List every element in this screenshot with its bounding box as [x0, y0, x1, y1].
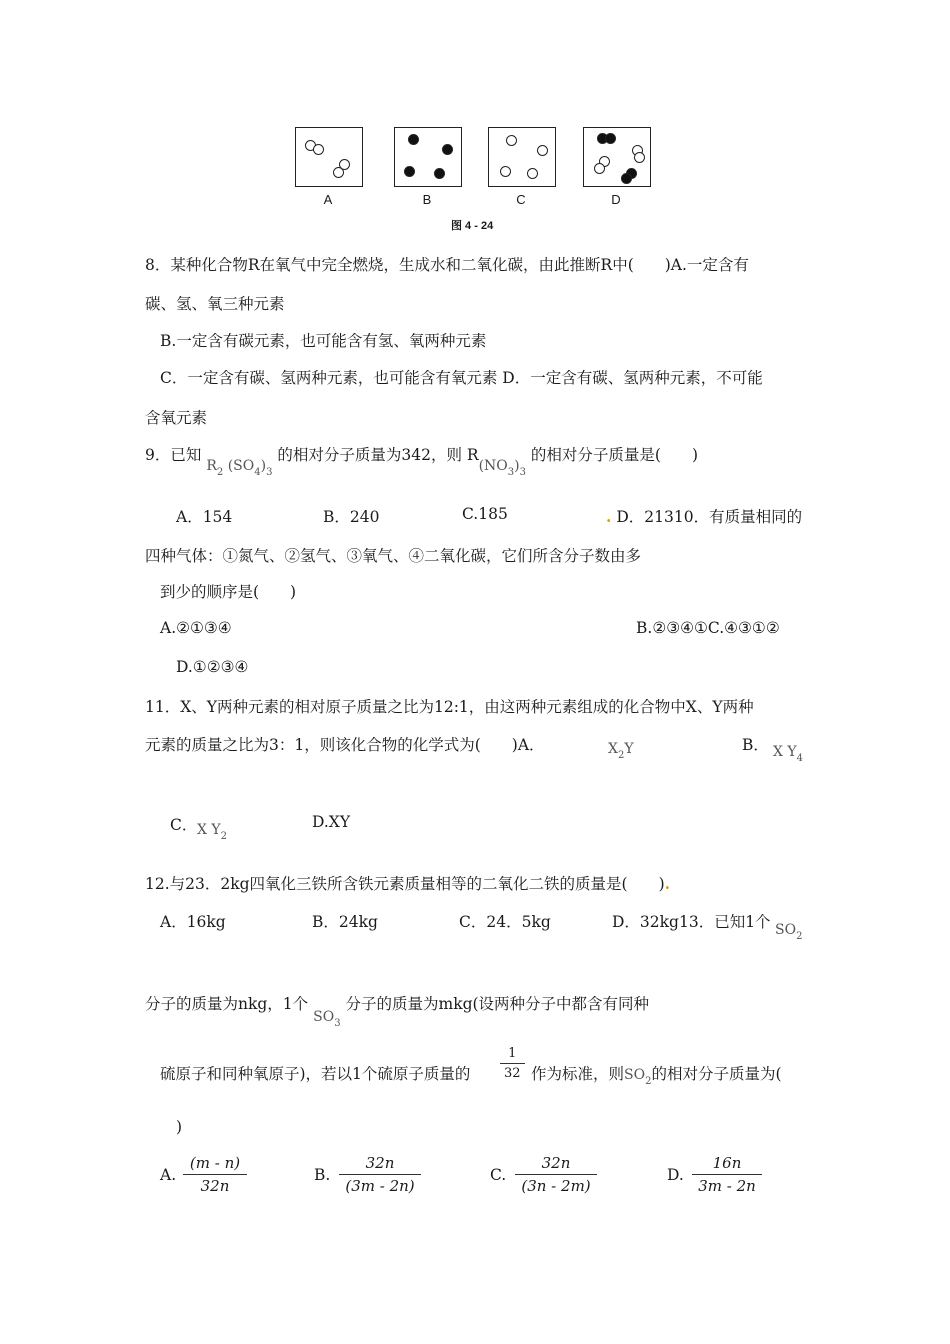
q13-option-a-fraction [183, 1154, 247, 1195]
q9-formula2-no: (NO [478, 458, 508, 474]
q9-suffix: 的相对分子质量是( ) [530, 446, 699, 464]
open-circle-icon [313, 144, 324, 155]
q11-option-d: D.XY [312, 813, 351, 831]
q13-option-d-fraction [692, 1154, 762, 1195]
q13-so2-inline-sub: 2 [645, 1076, 652, 1087]
q11-option-c-label: C． [170, 816, 198, 834]
open-circle-icon [506, 135, 517, 146]
q13-option-c-label: C. [490, 1166, 507, 1184]
marker-dot-icon: . [606, 507, 612, 526]
open-circle-icon [537, 145, 548, 156]
q9-mid: 的相对分子质量为342，则 R [277, 446, 479, 464]
q13-optC-num: 32n [541, 1154, 571, 1172]
q13-so3-sub: 3 [334, 1018, 341, 1029]
q9-option-d-and-q10 [606, 505, 802, 527]
q9-stem [145, 443, 699, 478]
q9-formula1-sub4: 4 [254, 467, 261, 478]
q9-formula2-sub: 3 [507, 467, 515, 478]
q13-optD-num: 16n [712, 1154, 742, 1172]
filled-circle-icon [605, 133, 616, 144]
q13-optB-num: 32n [365, 1154, 395, 1172]
q13-so3-formula [313, 1009, 341, 1029]
q11-optC-xy: X Y [197, 822, 221, 838]
open-circle-icon [634, 152, 645, 163]
q8-option-b: B.一定含有碳元素，也可能含有氢、氧两种元素 [160, 332, 487, 350]
q9-formula2-paren: ) [514, 458, 520, 474]
q9-option-c: C.185 [462, 505, 508, 523]
q9-formula2-sub3: 3 [519, 467, 526, 478]
q10-line3: 到少的顺序是( ) [160, 583, 297, 601]
q13-so2-formula-inline [624, 1067, 652, 1087]
q13-line3d: 的相对分子质量为( [651, 1065, 782, 1083]
q8-line1: 8．某种化合物R在氧气中完全燃烧，生成水和二氧化碳，由此推断R中( )A.一定含有 [145, 256, 749, 274]
q8-line2: 碳、氢、氧三种元素 [145, 295, 285, 313]
q13-frac-den: 32 [500, 1063, 525, 1081]
q12-line1 [145, 872, 670, 894]
open-circle-icon [500, 166, 511, 177]
q13-option-a-label: A. [160, 1166, 177, 1184]
panel-a-box [295, 127, 363, 187]
q11-option-b-formula [773, 744, 803, 764]
q8-line5: 含氧元素 [145, 409, 208, 427]
q12-option-d-and-q13 [612, 910, 771, 932]
q11-optC-sub: 2 [220, 831, 228, 842]
q11-optA-sub: 2 [617, 750, 625, 761]
panel-label: C [516, 192, 526, 207]
q13-so2: SO [775, 922, 797, 938]
filled-circle-icon [408, 134, 419, 145]
open-circle-icon [594, 163, 605, 174]
q9-formula2 [478, 458, 526, 478]
q12-option-d: D．32kg [612, 913, 679, 931]
q9-option-d: D．213 [616, 508, 674, 526]
q9-option-b: B．240 [323, 508, 380, 526]
q9-formula1-sub3: 3 [266, 467, 273, 478]
q13-option-d-label: D. [667, 1166, 684, 1184]
q13-option-b-label: B. [314, 1166, 331, 1184]
q13-optD-den: 3m - 2n [692, 1174, 762, 1195]
q12-stem: 12.与23．2kg四氧化三铁所含铁元素质量相等的二氧化二铁的质量是( ) [145, 875, 665, 893]
q13-line3-rest [531, 1062, 782, 1087]
q13-optC-den: (3n - 2m) [515, 1174, 597, 1195]
q9-formula1 [206, 458, 273, 478]
q11-optA-x: X [608, 741, 618, 757]
q13-line2 [145, 992, 650, 1029]
panel-d-box [583, 127, 651, 187]
q9-formula1-so: (SO [227, 458, 255, 474]
q13-so3: SO [313, 1009, 335, 1025]
q11-option-b-label: B． [742, 736, 769, 754]
q10-option-a: A.②①③④ [160, 619, 232, 637]
q10-start: 10．有质量相同的 [673, 508, 803, 526]
panel-label: A [323, 192, 333, 207]
q9-prefix: 9．已知 [145, 446, 202, 464]
q13-frac-num: 1 [508, 1046, 517, 1061]
panel-label: D [611, 192, 621, 207]
q12-option-c: C．24．5kg [459, 913, 551, 931]
q13-so2-inline: SO [624, 1067, 646, 1083]
filled-circle-icon [621, 173, 632, 184]
panel-label: B [422, 192, 432, 207]
q12-option-b: B．24kg [312, 913, 378, 931]
q13-start: 13．已知1个 [678, 913, 771, 931]
q9-formula1-paren: ) [260, 458, 267, 474]
q11-option-c-formula [197, 822, 227, 842]
q10-line2: 四种气体：①氮气、②氢气、③氧气、④二氧化碳，它们所含分子数由多 [145, 547, 642, 565]
q13-line3b: 作为标准，则 [531, 1065, 625, 1083]
q10-option-d: D.①②③④ [176, 658, 249, 676]
q13-line2b: 分子的质量为mkg(设两种分子中都含有同种 [345, 995, 650, 1013]
panel-b-box [394, 127, 462, 187]
q9-option-a: A．154 [176, 508, 233, 526]
q10-options-bc: B.②③④①C.④③①② [636, 619, 780, 637]
q11-optB-sub: 4 [796, 753, 804, 764]
q11-line2: 元素的质量之比为3：1，则该化合物的化学式为( )A． [145, 736, 545, 754]
q13-line4: ) [176, 1118, 183, 1136]
filled-circle-icon [442, 144, 453, 155]
q13-option-c-fraction [515, 1154, 597, 1195]
q11-optB-xy: X Y [773, 744, 797, 760]
q11-optA-y: Y [624, 741, 634, 757]
marker-dot-icon: . [664, 874, 671, 893]
panel-c-box [488, 127, 556, 187]
q13-line2a: 分子的质量为nkg，1个 [145, 995, 309, 1013]
q8-options-cd: C．一定含有碳、氢两种元素，也可能含有氧元素 D．一定含有碳、氢两种元素，不可能 [160, 369, 763, 387]
q11-line1: 11．X、Y两种元素的相对原子质量之比为12:1，由这两种元素组成的化合物中X、Y两种 [145, 698, 754, 716]
open-circle-icon [333, 167, 344, 178]
q13-optA-num: (m - n) [189, 1154, 241, 1172]
filled-circle-icon [434, 168, 445, 179]
q13-optB-den: (3m - 2n) [339, 1174, 421, 1195]
q11-option-a-formula [608, 741, 634, 761]
figure-caption: 图 4 - 24 [451, 220, 494, 232]
q9-formula1-r: R [206, 458, 217, 474]
q13-fraction-1-32 [500, 1046, 525, 1081]
open-circle-icon [527, 168, 538, 179]
q13-line3a: 硫原子和同种氧原子)，若以1个硫原子质量的 [160, 1065, 471, 1083]
q13-so2-sub: 2 [796, 931, 803, 942]
q13-so2-formula [775, 922, 802, 942]
q9-formula1-sub: 2 [216, 467, 224, 478]
filled-circle-icon [404, 166, 415, 177]
q13-optA-den: 32n [183, 1174, 247, 1195]
q12-option-a: A．16kg [160, 913, 226, 931]
q13-option-b-fraction [339, 1154, 421, 1195]
